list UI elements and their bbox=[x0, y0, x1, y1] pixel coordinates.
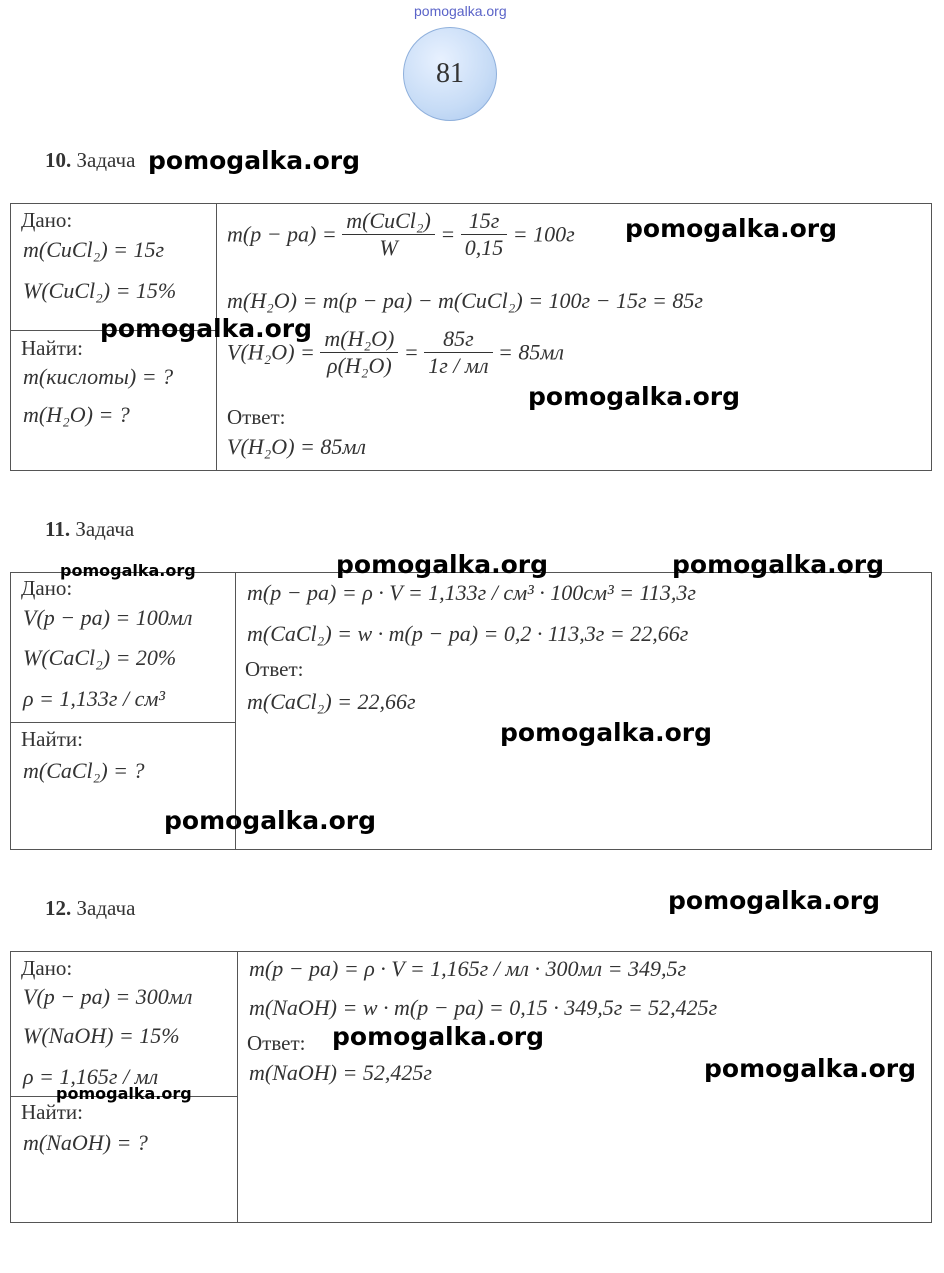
task10-answer-label: Ответ: bbox=[227, 405, 286, 429]
task10-number: 10. bbox=[45, 148, 72, 172]
task10-given-label: Дано: bbox=[21, 208, 73, 232]
task10-eq3-equals: = bbox=[403, 339, 419, 365]
task10-eq1-fraction-1 bbox=[342, 208, 435, 261]
watermark: pomogalka.org bbox=[704, 1054, 917, 1083]
watermark: pomogalka.org bbox=[332, 1022, 545, 1051]
task11-title: Задача bbox=[75, 517, 135, 541]
task12-title: Задача bbox=[76, 896, 136, 920]
task10-eq1-frac1-num: m(CuCl₂) bbox=[342, 208, 435, 235]
task11-answer: m(CaCl₂) = 22,66г bbox=[247, 689, 416, 714]
task12-given-label: Дано: bbox=[21, 956, 73, 980]
task10-eq1-rhs: = 100г bbox=[512, 221, 575, 247]
task10-eq1-frac2-den: 0,15 bbox=[464, 235, 504, 260]
watermark: pomogalka.org bbox=[672, 550, 885, 579]
task10-given-1: m(CuCl₂) = 15г bbox=[23, 237, 165, 262]
task10-equation-1 bbox=[227, 208, 575, 261]
task12-heading bbox=[45, 896, 135, 921]
task10-eq3-frac2-den: 1г / мл bbox=[428, 353, 489, 378]
task10-eq1-fraction-2 bbox=[461, 208, 508, 261]
task11-given-3: ρ = 1,133г / см³ bbox=[23, 686, 166, 711]
page-number: 81 bbox=[436, 58, 464, 89]
task10-find-1: m(кислоты) = ? bbox=[23, 364, 174, 389]
task12-given-1: V(p − pa) = 300мл bbox=[23, 984, 193, 1009]
watermark: pomogalka.org bbox=[56, 1084, 192, 1103]
watermark: pomogalka.org bbox=[500, 718, 713, 747]
task10-eq3-rhs: = 85мл bbox=[498, 339, 565, 365]
watermark: pomogalka.org bbox=[336, 550, 549, 579]
task12-answer: m(NaOH) = 52,425г bbox=[249, 1060, 432, 1085]
task10-eq3-fraction-1 bbox=[320, 326, 398, 379]
watermark: pomogalka.org bbox=[148, 146, 361, 175]
task11-find-label: Найти: bbox=[21, 727, 83, 751]
task10-eq3-frac1-den: ρ(H₂O) bbox=[327, 353, 392, 378]
watermark: pomogalka.org bbox=[668, 886, 881, 915]
task10-eq1-frac2-num: 15г bbox=[461, 208, 508, 235]
watermark: pomogalka.org bbox=[625, 214, 838, 243]
task12-find-label: Найти: bbox=[21, 1100, 83, 1124]
task11-given-2: W(CaCl₂) = 20% bbox=[23, 645, 177, 670]
watermark: pomogalka.org bbox=[100, 314, 313, 343]
task12-number: 12. bbox=[45, 896, 72, 920]
task12-column-divider bbox=[237, 952, 238, 1222]
task11-find-1: m(CaCl₂) = ? bbox=[23, 758, 145, 783]
task12-given-3: ρ = 1,165г / мл bbox=[23, 1064, 159, 1089]
task10-eq1-lhs: m(p − pa) = bbox=[227, 221, 337, 247]
task12-equation-1: m(p − pa) = ρ · V = 1,165г / мл · 300мл = 349,5г bbox=[249, 956, 687, 981]
task10-equation-2: m(H₂O) = m(p − pa) − m(CuCl₂) = 100г − 15г = 85г bbox=[227, 288, 703, 313]
task10-find-label: Найти: bbox=[21, 336, 83, 360]
task10-find-2: m(H₂O) = ? bbox=[23, 402, 130, 427]
task11-table bbox=[10, 572, 932, 850]
task11-equation-1: m(p − pa) = ρ · V = 1,133г / см³ · 100см³ = 113,3г bbox=[247, 580, 696, 605]
watermark: pomogalka.org bbox=[528, 382, 741, 411]
task12-given-2: W(NaOH) = 15% bbox=[23, 1023, 180, 1048]
watermark: pomogalka.org bbox=[60, 561, 196, 580]
page-number-badge bbox=[403, 27, 497, 121]
task11-given-1: V(p − pa) = 100мл bbox=[23, 605, 193, 630]
top-watermark: pomogalka.org bbox=[414, 3, 507, 19]
task11-row-divider bbox=[11, 722, 235, 723]
task10-title: Задача bbox=[76, 148, 136, 172]
task10-eq3-frac1-num: m(H₂O) bbox=[320, 326, 398, 353]
task12-equation-2: m(NaOH) = w · m(p − pa) = 0,15 · 349,5г = 52,425г bbox=[249, 995, 718, 1020]
task11-answer-label: Ответ: bbox=[245, 657, 304, 681]
task10-eq1-equals: = bbox=[440, 221, 456, 247]
task10-eq3-fraction-2 bbox=[424, 326, 492, 379]
task11-number: 11. bbox=[45, 517, 71, 541]
task10-given-2: W(CuCl₂) = 15% bbox=[23, 278, 177, 303]
task12-answer-label: Ответ: bbox=[247, 1031, 306, 1055]
task11-given-label: Дано: bbox=[21, 576, 73, 600]
task11-equation-2: m(CaCl₂) = w · m(p − pa) = 0,2 · 113,3г = 22,66г bbox=[247, 621, 689, 646]
task10-eq3-lhs: V(H₂O) = bbox=[227, 339, 315, 365]
task12-find-1: m(NaOH) = ? bbox=[23, 1130, 148, 1155]
task10-answer: V(H₂O) = 85мл bbox=[227, 434, 366, 459]
watermark: pomogalka.org bbox=[164, 806, 377, 835]
task10-eq1-frac1-den: W bbox=[379, 235, 398, 260]
task11-heading bbox=[45, 517, 134, 542]
task10-heading bbox=[45, 148, 135, 173]
task10-eq3-frac2-num: 85г bbox=[424, 326, 492, 353]
